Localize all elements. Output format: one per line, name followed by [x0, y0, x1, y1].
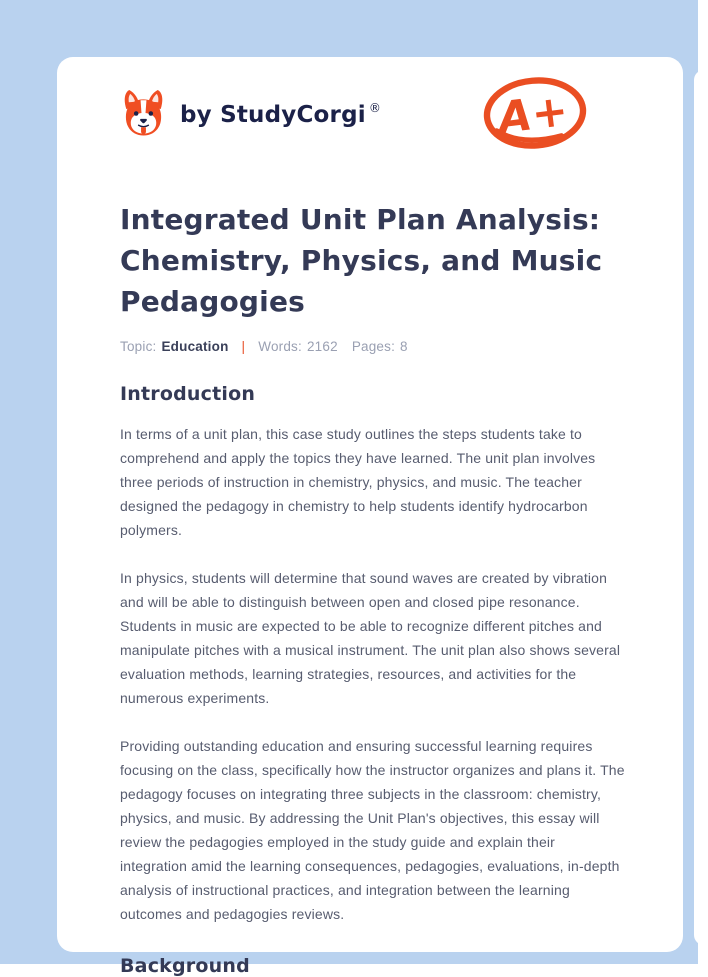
brand	[120, 88, 381, 140]
next-page-edge	[694, 70, 708, 945]
brand-text	[180, 101, 381, 128]
section-heading-introduction: Introduction	[120, 383, 256, 405]
brand-name: by StudyCorgi	[180, 101, 366, 128]
paragraph: In physics, students will determine that sound waves are created by vibration and will be able to distinguish between open and closed pipe resonance. Students in music are expected to be able to recognize different pitches and manipulate pitches with a musical instrument. The unit plan also shows several evaluation methods, learning strategies, resources, and activities for the numerous experiments.	[120, 570, 621, 706]
words-value: 2162	[306, 339, 338, 354]
words-label: Words:	[258, 339, 302, 354]
article-meta	[120, 339, 625, 354]
document-card	[57, 57, 683, 977]
a-plus-grade-icon	[481, 74, 589, 154]
pages-label: Pages:	[351, 339, 396, 354]
words-count	[258, 339, 338, 354]
page-title: Integrated Unit Plan Analysis: Chemistry, Physics, and Music Pedagogies	[120, 203, 603, 318]
section-heading-background: Background	[120, 955, 250, 977]
corgi-mascot-icon	[120, 88, 167, 140]
pages-count	[352, 339, 408, 354]
paragraph: Providing outstanding education and ensuring successful learning requires focusing on the class, specifically how the instructor organizes and plans it. The pedagogy focuses on integrating three subjects in the classroom: chemistry, physics, and music. By addressing the Unit Plan's objectives, this essay will review the pedagogies employed in the study guide and explain their integration amid the learning consequences, pedagogies, evaluations, in-depth analysis of instructional practices, and integration between the learning outcomes and pedagogies reviews.	[120, 738, 625, 922]
paragraph: In terms of a unit plan, this case study outlines the steps students take to comprehend and apply the topics they have learned. The unit plan involves three periods of instruction in chemistry, physics, and music. The teacher designed the pedagogy in chemistry to help students identify hydrocarbon polymers.	[120, 426, 596, 538]
svg-text:A+: A+	[495, 85, 571, 145]
meta-separator: |	[241, 339, 246, 354]
pages-value: 8	[400, 339, 408, 354]
topic-link[interactable]: Education	[161, 339, 229, 354]
registered-trademark-icon: ®	[368, 100, 382, 115]
topic-label: Topic:	[120, 339, 157, 354]
document-header	[120, 71, 625, 157]
